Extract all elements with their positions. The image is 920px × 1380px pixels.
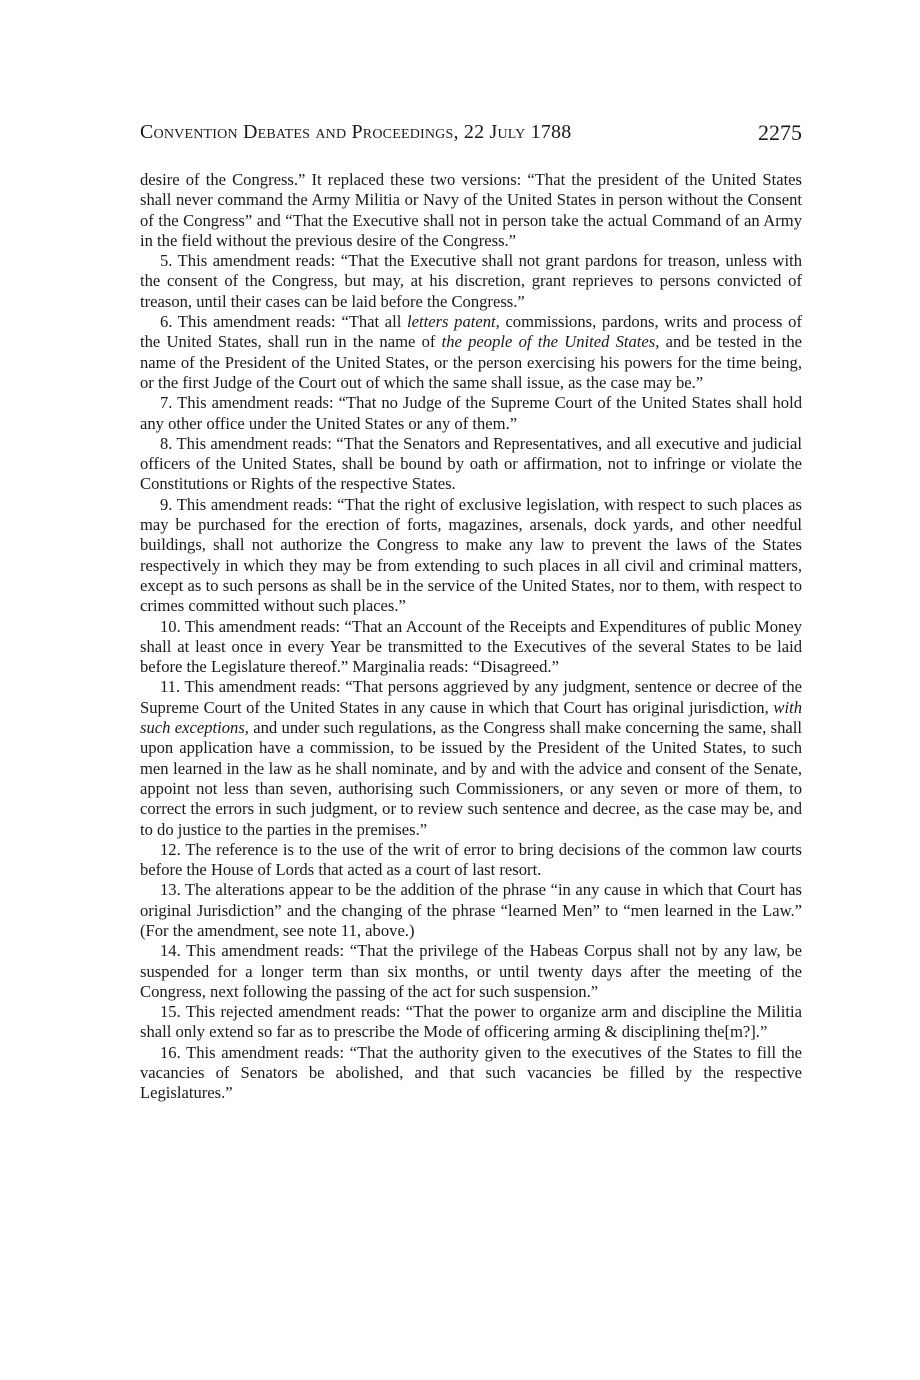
note-text: 5. This amendment reads: “That the Executive shall not grant pardons for treason, unless with the consent of the Congress, but may, at his discretion, grant reprieves to persons convicted of treason, until their cases can be laid before the Congress.”	[140, 251, 802, 311]
note-text: 13. The alterations appear to be the addition of the phrase “in any cause in which that Court has original Jurisdiction” and the changing of the phrase “learned Men” to “men learned in the Law.” (For the amendment, see note 11, above.)	[140, 880, 802, 940]
note-text: 16. This amendment reads: “That the authority given to the executives of the States to fill the vacancies of Senators be abolished, and that such vacancies be filled by the respective Legislatures.”	[140, 1042, 802, 1103]
endnote	[140, 434, 802, 495]
endnote	[140, 393, 802, 434]
running-head: Convention Debates and Proceedings, 22 July 1788	[140, 121, 572, 143]
endnote	[140, 1002, 802, 1043]
note-text: 6. This amendment reads: “That all	[160, 312, 408, 332]
note-text: commissions, pardons, writs and process of the United States, shall run in the name of	[140, 312, 802, 352]
endnote	[140, 880, 802, 941]
note-text: 7. This amendment reads: “That no Judge of the Supreme Court of the United States shall hold any other office under the United States or any of them.”	[140, 393, 802, 433]
italic-text: with such exceptions,	[140, 697, 802, 738]
endnote	[140, 840, 802, 881]
endnote	[140, 677, 802, 839]
endnote	[140, 617, 802, 678]
italic-text: the people of the United States,	[441, 332, 660, 352]
note-text: 15. This rejected amendment reads: “That the power to organize arm and discipline the Militia shall only extend so far as to prescribe the Mode of officering arming & disciplining the[m?].”	[140, 1002, 802, 1042]
note-text: and under such regulations, as the Congress shall make concerning the same, shall upon application have a commission, to be issued by the President of the United States, to such men learned in the law as he shall nominate, and by and with the advice and consent of the Senate, appoint not less than seven, authorising such Commissioners, or any seven or more of them, to correct the errors in such judgment, or to review such sentence and decree, as the case may be, and to do justice to the parties in the premises.”	[140, 718, 802, 839]
note-text: 9. This amendment reads: “That the right of exclusive legislation, with respect to such places as may be purchased for the erection of forts, magazines, arsenals, dock yards, and other needful buildings, shall not authorize the Congress to make any law to prevent the laws of the States respectively in which they may be from extending to such places in all civil and criminal matters, except as to such persons as shall be in the service of the United States, nor to them, with respect to crimes committed without such places.”	[140, 494, 802, 616]
endnote	[140, 495, 802, 617]
endnote	[140, 312, 802, 393]
note-continuation	[140, 170, 802, 251]
italic-text: letters patent,	[407, 312, 500, 332]
endnote	[140, 251, 802, 312]
page-header	[140, 121, 802, 149]
note-text: and be tested in the name of the President of the United States, or the person exercising his powers for the time being, or the first Judge of the Court out of which the same shall issue, as the case may be.”	[140, 332, 803, 392]
endnote	[140, 1043, 802, 1104]
endnote	[140, 941, 802, 1002]
page-number: 2275	[758, 120, 802, 145]
note-text: 14. This amendment reads: “That the privilege of the Habeas Corpus shall not by any law, be suspended for a longer term than six months, or until twenty days after the meeting of the Congress, next following the passing of the act for such suspension.”	[140, 941, 802, 1001]
note-text: 10. This amendment reads: “That an Account of the Receipts and Expenditures of public Money shall at least once in every Year be transmitted to the Executives of the several States to be laid before the Legislature thereof.” Marginalia reads: “Disagreed.”	[140, 616, 802, 677]
note-text: 8. This amendment reads: “That the Senators and Representatives, and all executive and judicial officers of the United States, shall be bound by oath or affirmation, not to infringe or violate the Constitutions or Rights of the respective States.	[140, 433, 802, 494]
note-text: 11. This amendment reads: “That persons aggrieved by any judgment, sentence or decree of the Supreme Court of the United States in any cause in which that Court has original jurisdiction,	[140, 677, 802, 717]
endnotes	[140, 170, 802, 1104]
note-text: desire of the Congress.” It replaced these two versions: “That the president of the United States shall never command the Army Militia or Navy of the United States in person without the Consent of the Congress” and “That the Executive shall not in person take the actual Command of an Army in the field without the previous desire of the Congress.”	[140, 170, 802, 250]
note-text: 12. The reference is to the use of the writ of error to bring decisions of the common law courts before the House of Lords that acted as a court of last resort.	[140, 839, 802, 880]
